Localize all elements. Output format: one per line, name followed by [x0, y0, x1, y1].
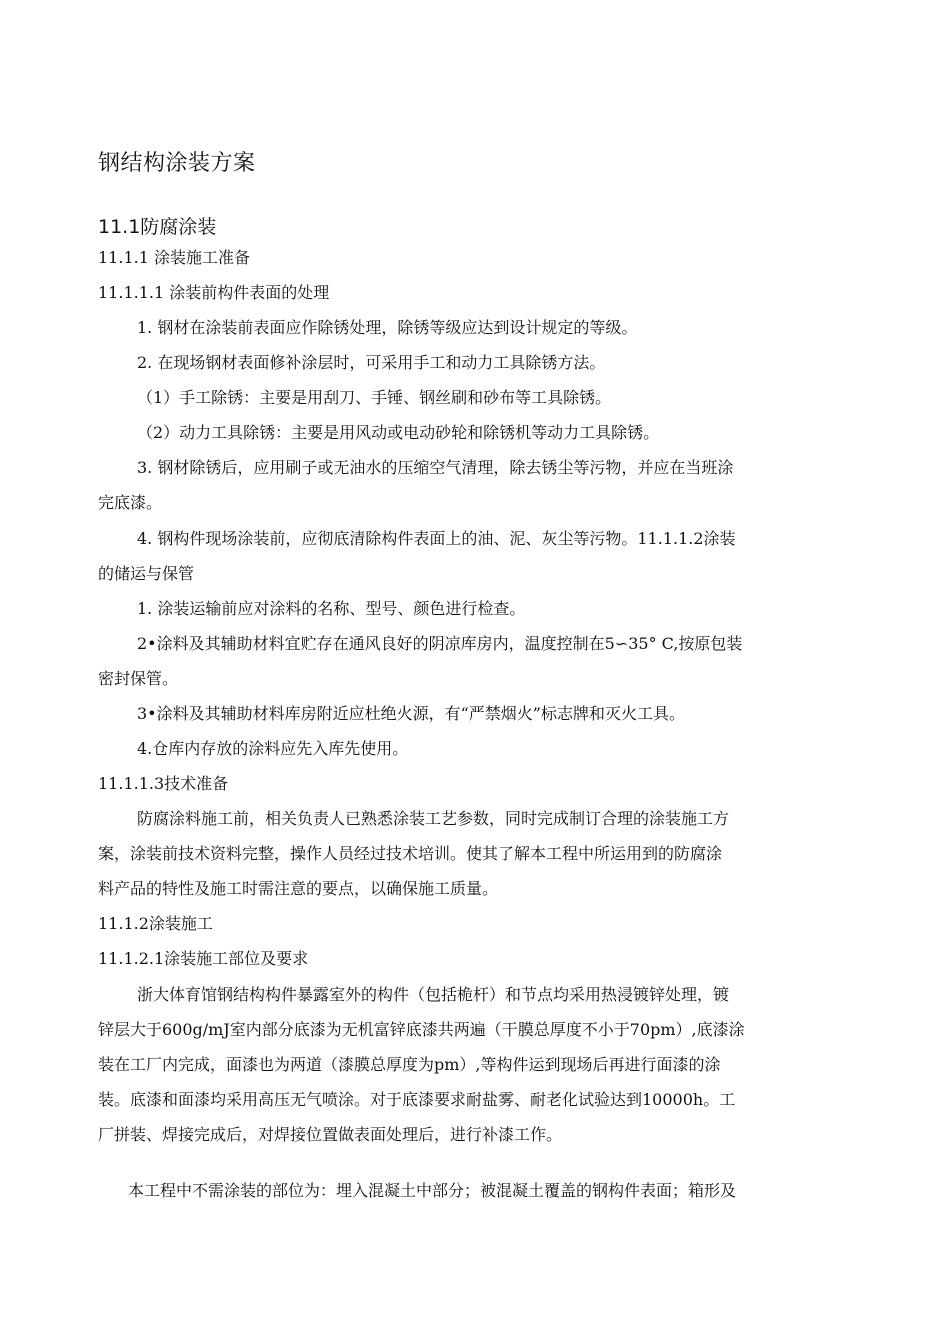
- text-line: 4.仓库内存放的涂料应先入库先使用。: [137, 739, 409, 758]
- text-line: 本工程中不需涂装的部位为：埋入混凝土中部分；被混凝土覆盖的钢构件表面；箱形及: [128, 1181, 737, 1200]
- text-line: 1. 钢材在涂装前表面应作除锈处理，除锈等级应达到设计规定的等级。: [137, 318, 638, 337]
- text-line: 料产品的特性及施工时需注意的要点，以确保施工质量。: [98, 879, 499, 898]
- text-line: 3•涂料及其辅助材料库房附近应杜绝火源，有“严禁烟火”标志牌和灭火工具。: [137, 704, 685, 723]
- text-line: 完底漆。: [98, 493, 163, 512]
- text-line: 11.1.1 涂装施工准备: [98, 248, 250, 267]
- text-line: 2. 在现场钢材表面修补涂层时，可采用手工和动力工具除锈方法。: [137, 353, 606, 372]
- text-line: 4. 钢构件现场涂装前，应彻底清除构件表面上的油、泥、灰尘等污物。11.1.1.2涂装: [137, 529, 736, 548]
- text-line: 防腐涂料施工前，相关负责人已熟悉涂装工艺参数，同时完成制订合理的涂装施工方: [137, 809, 730, 828]
- text-line: 厂拼装、焊接完成后，对焊接位置做表面处理后，进行补漆工作。: [98, 1125, 563, 1144]
- text-line: 浙大体育馆钢结构构件暴露室外的构件（包括桅杆）和节点均采用热浸镀锌处理，镀: [137, 985, 730, 1004]
- text-line: 3. 钢材除锈后，应用刷子或无油水的压缩空气清理，除去锈尘等污物，并应在当班涂: [137, 458, 734, 477]
- text-line: 11.1.2涂装施工: [98, 914, 213, 933]
- text-line: 装。底漆和面漆均采用高压无气喷涂。对于底漆要求耐盐雾、耐老化试验达到10000h。工: [98, 1090, 736, 1109]
- text-line: 11.1.1.3技术准备: [98, 774, 229, 793]
- text-line: 11.1.2.1涂装施工部位及要求: [98, 949, 309, 968]
- text-line: 1. 涂装运输前应对涂料的名称、型号、颜色进行检查。: [137, 599, 526, 618]
- text-line: 2•涂料及其辅助材料宜贮存在通风良好的阴凉库房内，温度控制在5∽35° C,按原包装: [137, 634, 743, 653]
- text-line: 11.1.1.1 涂装前构件表面的处理: [98, 283, 330, 302]
- section-heading: 11.1防腐涂装: [98, 216, 217, 238]
- document-title: 钢结构涂装方案: [98, 151, 256, 176]
- text-line: 的储运与保管: [98, 564, 195, 583]
- text-line: 锌层大于600g/mJ室内部分底漆为无机富锌底漆共两遍（干膜总厚度不小于70pm）,底漆涂: [98, 1020, 745, 1039]
- text-line: 密封保管。: [98, 669, 179, 688]
- text-line: （2）动力工具除锈：主要是用风动或电动砂轮和除锈机等动力工具除锈。: [137, 423, 660, 442]
- text-line: （1）手工除锈：主要是用刮刀、手锤、钢丝刷和砂布等工具除锈。: [137, 388, 612, 407]
- text-line: 案，涂装前技术资料完整，操作人员经过技术培训。使其了解本工程中所运用到的防腐涂: [98, 844, 723, 863]
- text-line: 装在工厂内完成，面漆也为两道（漆膜总厚度为pm）,等构件运到现场后再进行面漆的涂: [98, 1055, 721, 1074]
